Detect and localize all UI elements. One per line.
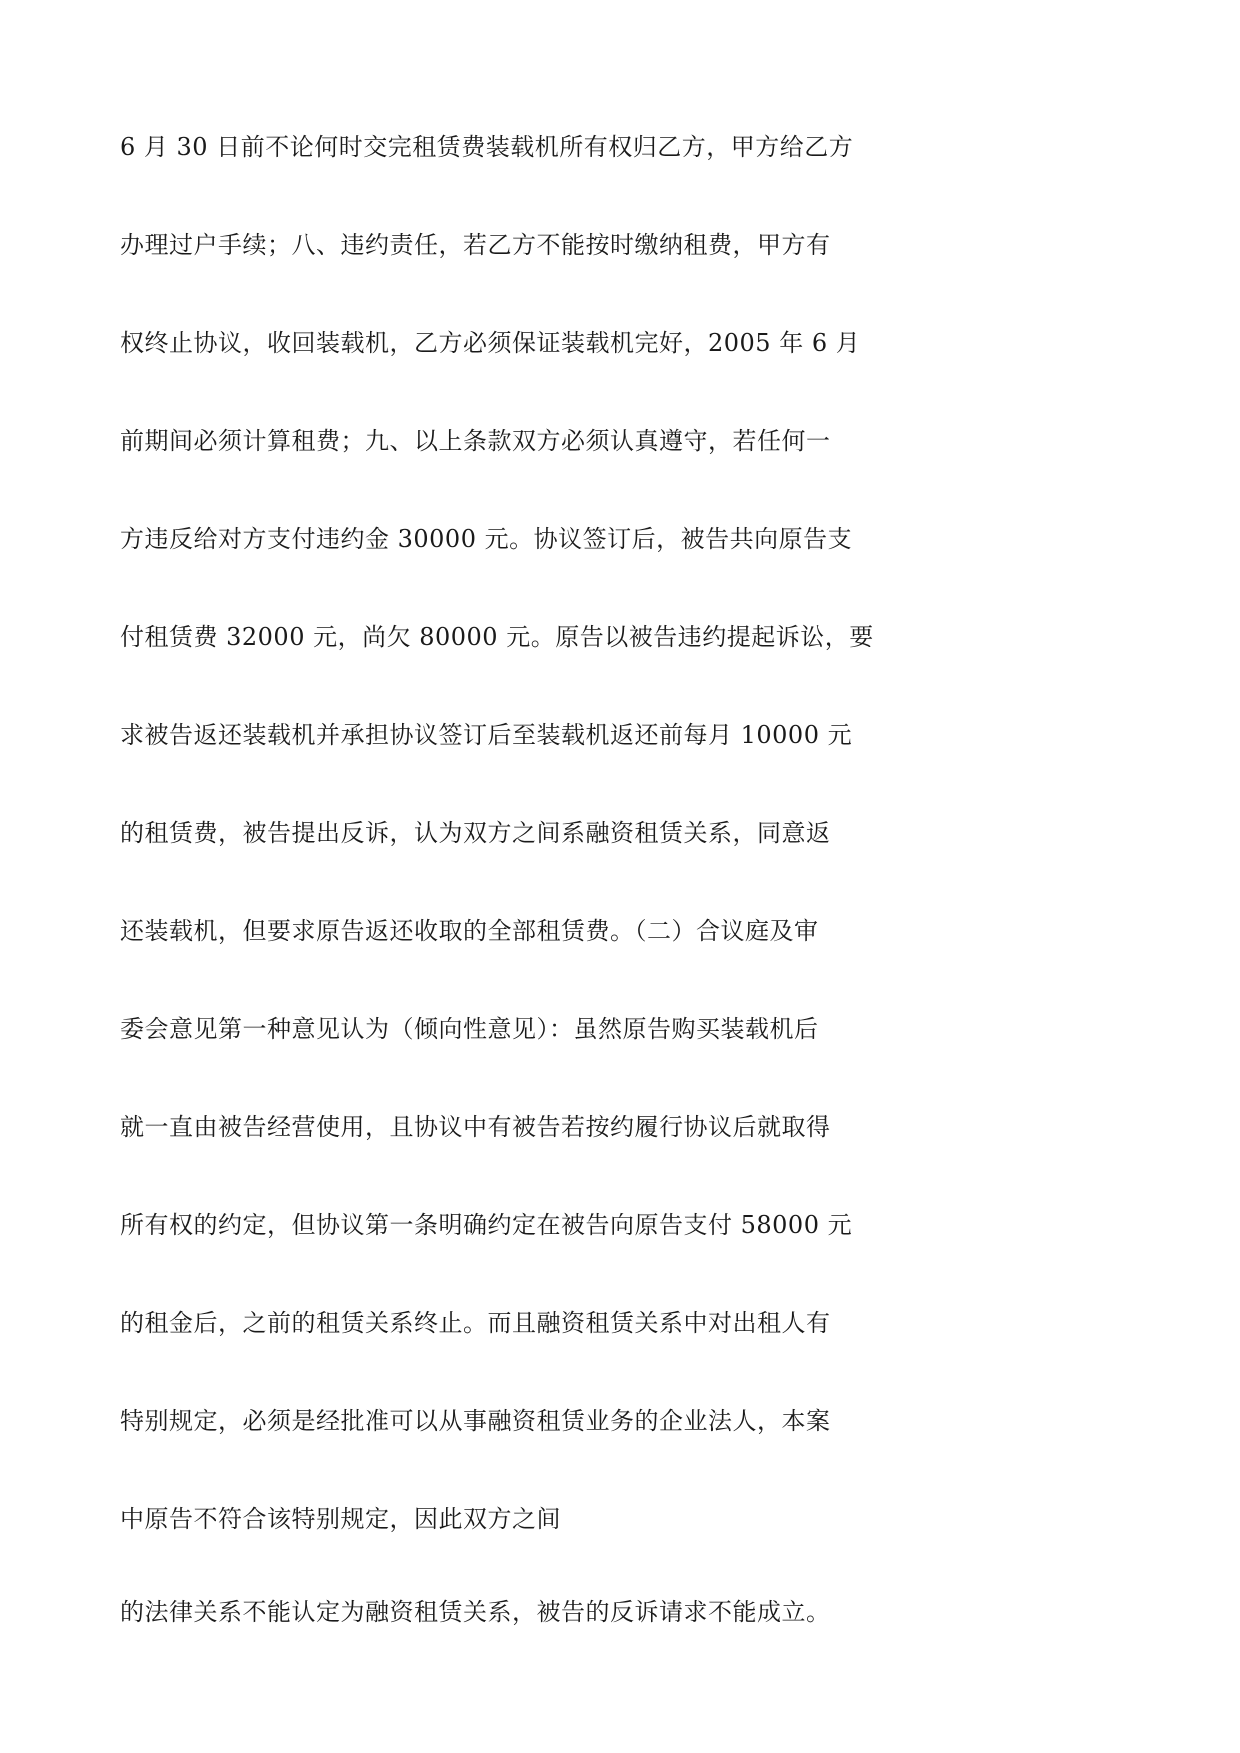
- text-line-8: 的租赁费，被告提出反诉，认为双方之间系融资租赁关系，同意返: [120, 819, 831, 847]
- text-line-4: 前期间必须计算租费；九、以上条款双方必须认真遵守，若任何一: [120, 427, 831, 455]
- text-line-9: 还装载机，但要求原告返还收取的全部租赁费。（二）合议庭及审: [120, 917, 819, 945]
- text-line-2: 办理过户手续；八、违约责任，若乙方不能按时缴纳租费，甲方有: [120, 231, 831, 259]
- text-line-7: 求被告返还装载机并承担协议签订后至装载机返还前每月 10000 元: [120, 721, 853, 749]
- text-line-10: 委会意见第一种意见认为（倾向性意见）：虽然原告购买装载机后: [120, 1015, 819, 1043]
- text-line-14: 特别规定，必须是经批准可以从事融资租赁业务的企业法人，本案: [120, 1407, 831, 1435]
- text-line-1: 6 月 30 日前不论何时交完租赁费装载机所有权归乙方，甲方给乙方: [120, 133, 854, 161]
- text-line-16: 的法律关系不能认定为融资租赁关系，被告的反诉请求不能成立。: [120, 1598, 831, 1626]
- text-line-13: 的租金后，之前的租赁关系终止。而且融资租赁关系中对出租人有: [120, 1309, 831, 1337]
- text-line-5: 方违反给对方支付违约金 30000 元。协议签订后，被告共向原告支: [120, 525, 853, 553]
- text-line-12: 所有权的约定，但协议第一条明确约定在被告向原告支付 58000 元: [120, 1211, 853, 1239]
- text-line-3: 权终止协议，收回装载机，乙方必须保证装载机完好，2005 年 6 月: [120, 329, 861, 357]
- text-line-15: 中原告不符合该特别规定，因此双方之间: [120, 1505, 561, 1533]
- text-line-11: 就一直由被告经营使用，且协议中有被告若按约履行协议后就取得: [120, 1113, 831, 1141]
- text-line-6: 付租赁费 32000 元，尚欠 80000 元。原告以被告违约提起诉讼，要: [120, 623, 874, 651]
